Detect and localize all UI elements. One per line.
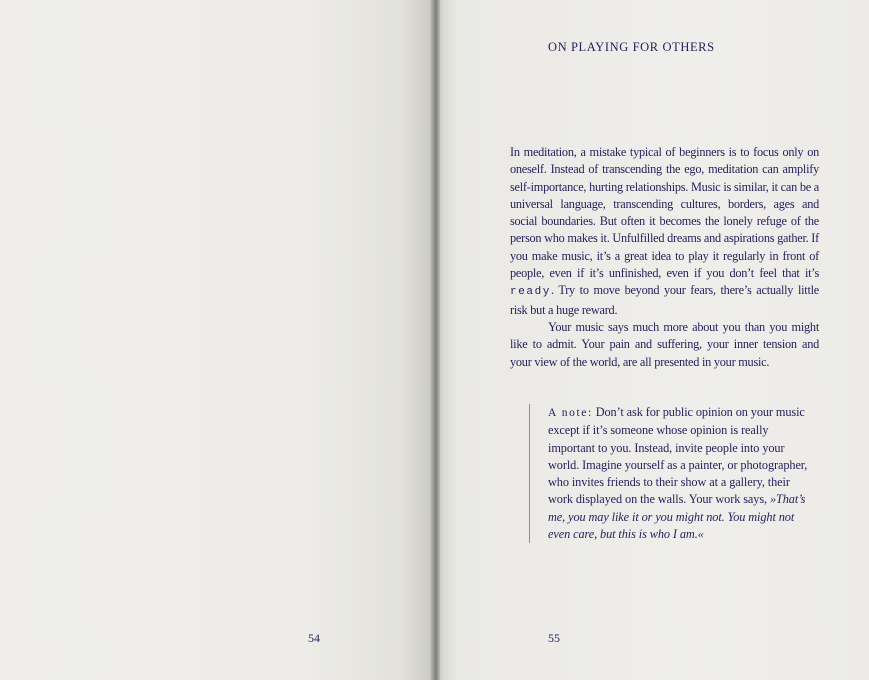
note-text: Don’t ask for public opinion on your music except if it’s someone whose opinion is really important to you. Instead, invite people into your world. Imagine yourself as a painter, or photographer, who invites friends to their show at a gallery, their work displayed on the walls. Your work says, <box>548 405 808 507</box>
page-number-left: 54 <box>308 631 320 645</box>
paragraph-1 <box>510 144 819 319</box>
paragraph-2: Your music says much more about you than you might like to admit. Your pain and suffering, your inner tension and your view of the world, are all presented in your music. <box>510 319 819 369</box>
running-head: ON PLAYING FOR OTHERS <box>548 40 715 54</box>
note-label: A note: <box>548 407 593 419</box>
book-gutter <box>430 0 440 680</box>
body-text <box>510 144 819 371</box>
emphasis-word: ready <box>510 286 552 299</box>
note-quote: »That’s me, you may like it or you might not. You might not even care, but this is who I am.« <box>548 492 806 542</box>
paragraph-1-text: In meditation, a mistake typical of beginners is to focus only on oneself. Instead of transcending the ego, meditation can amplify self-importance, hurting relationships. Music is similar, it can be a universal language, transcending cultures, borders, ages and social boundaries. But often it becomes the lonely refuge of the person who makes it. Unfulfilled dreams and aspirations gather. If you make music, it’s a great idea to play it regularly in front of people, even if it’s unfinished, even if you don’t feel that it’s <box>510 145 819 281</box>
note-block <box>529 404 810 543</box>
paragraph-1-end: . Try to move beyond your fears, there’s actually little risk but a huge reward. <box>510 283 819 317</box>
page-number-right: 55 <box>548 631 560 645</box>
